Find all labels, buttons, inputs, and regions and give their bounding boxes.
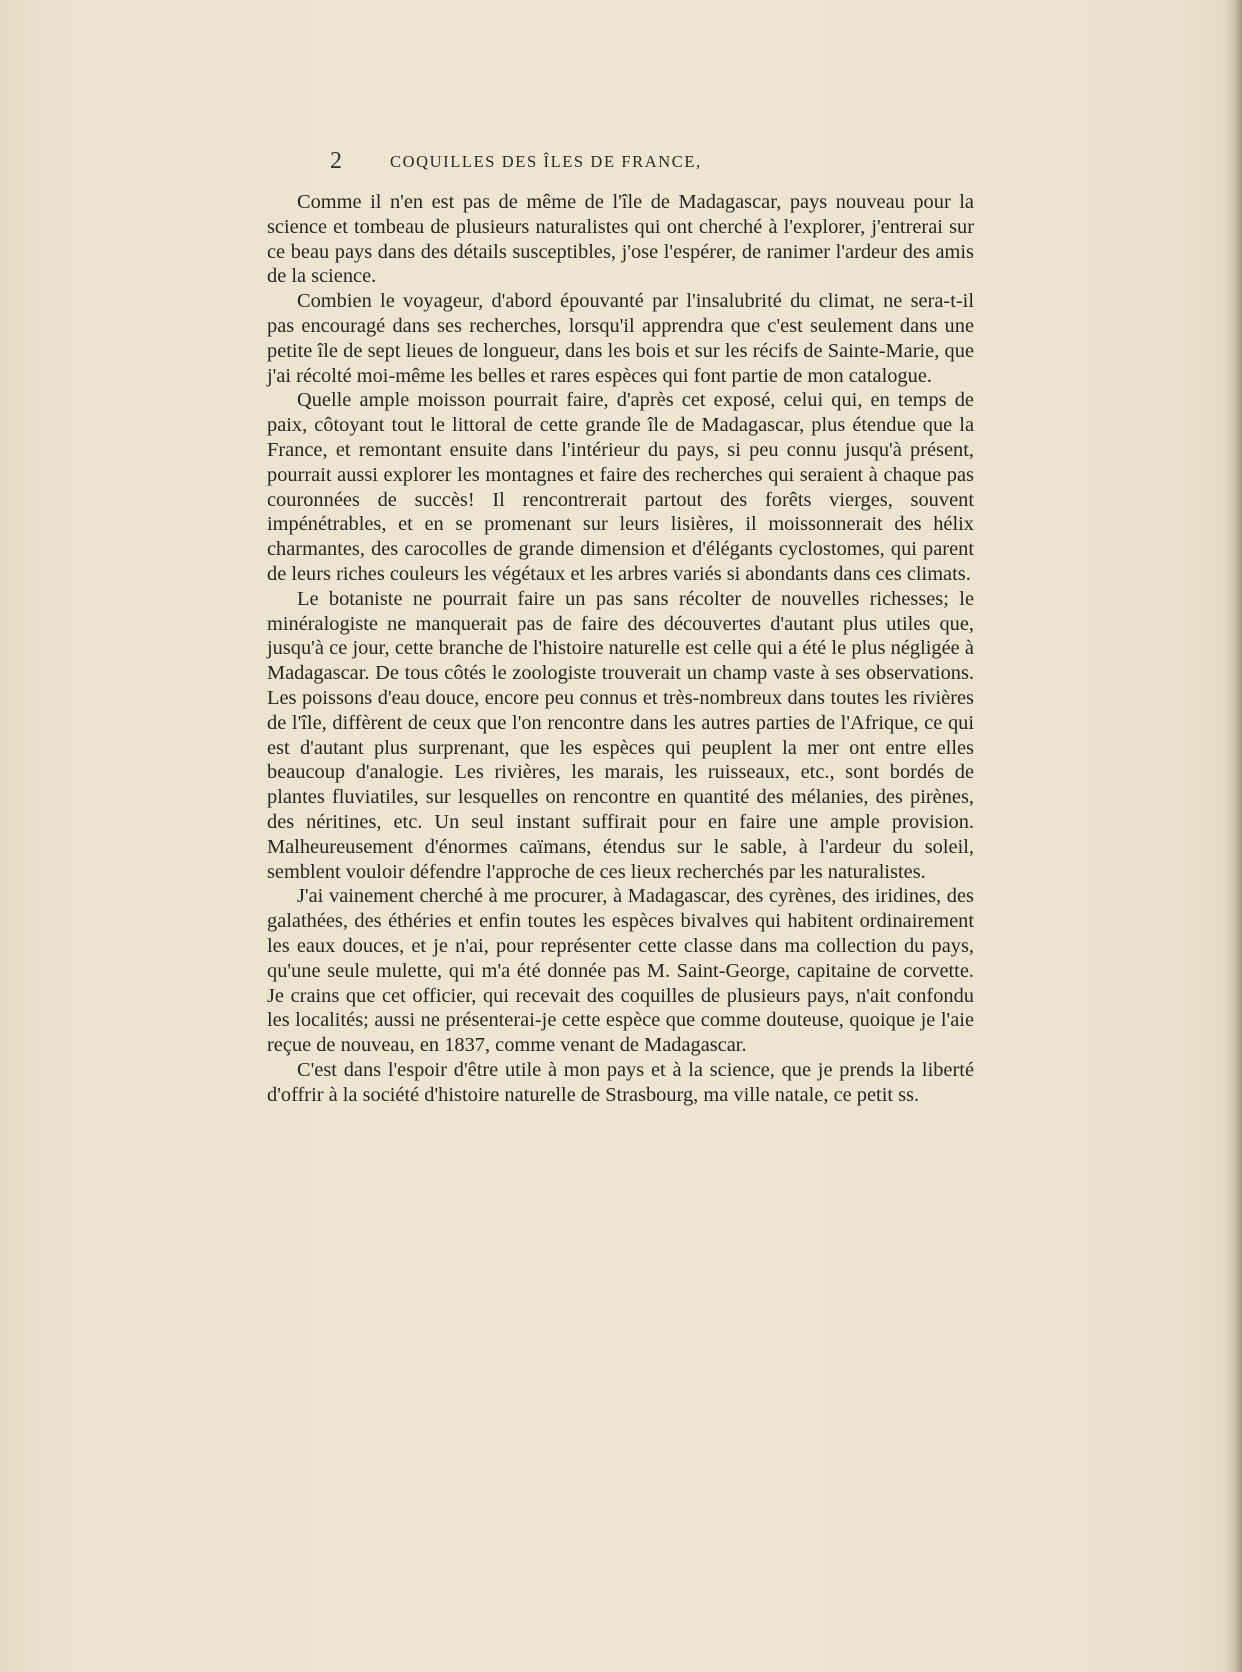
page-edge-shadow [1224,0,1242,1672]
paragraph-3: Quelle ample moisson pourrait faire, d'après cet exposé, celui qui, en temps de paix, côtoyant tout le littoral de cette grande île de Madagascar, plus étendue que la France, et remontant ensuite dans l'intérieur du pays, si peu connu jusqu'à présent, pourrait aussi explorer les montagnes et faire des recherches qui seraient à chaque pas couronnées de succès! Il rencontrerait partout des forêts vierges, souvent impénétrables, et en se promenant sur leurs lisières, il moissonnerait des hélix charmantes, des carocolles de grande dimension et d'élégants cyclostomes, qui parent de leurs riches couleurs les végétaux et les arbres variés si abondants dans ces climats. [267,389,974,585]
paragraph-4: Le botaniste ne pourrait faire un pas sans récolter de nouvelles richesses; le minéralogiste ne manquerait pas de faire des découvertes d'autant plus utiles que, jusqu'à ce jour, cette branche de l'histoire naturelle est celle qui a été le plus négligée à Madagascar. De tous côtés le zoologiste trouverait un champ vaste à ses observations. Les poissons d'eau douce, encore peu connus et très-nombreux dans toutes les rivières de l'île, diffèrent de ceux que l'on rencontre dans les autres parties de l'Afrique, ce qui est d'autant plus surprenant, que les espèces qui peuplent la mer ont entre elles beaucoup d'analogie. Les rivières, les marais, les ruisseaux, etc., sont bordés de plantes fluviatiles, sur lesquelles on rencontre en quantité des mélanies, des pirènes, des néritines, etc. Un seul instant suffirait pour en faire une ample provision. Malheureusement d'énormes caïmans, étendus sur le sable, à l'ardeur du soleil, semblent vouloir défendre l'approche de ces lieux recherchés par les naturalistes. [267,587,974,883]
body-text [267,190,974,1107]
page-header [330,150,950,180]
running-title: COQUILLES DES ÎLES DE FRANCE, [390,152,702,171]
page-number: 2 [330,148,342,174]
paragraph-1: Comme il n'en est pas de même de l'île de Madagascar, pays nouveau pour la science et tombeau de plusieurs naturalistes qui ont cherché à l'explorer, j'entrerai sur ce beau pays dans des détails susceptibles, j'ose l'espérer, de ranimer l'ardeur des amis de la science. [267,191,974,288]
paragraph-2: Combien le voyageur, d'abord épouvanté par l'insalubrité du climat, ne sera-t-il pas encouragé dans ses recherches, lorsqu'il apprendra que c'est seulement dans une petite île de sept lieues de longueur, dans les bois et sur les récifs de Sainte-Marie, que j'ai récolté moi-même les belles et rares espèces qui font partie de mon catalogue. [267,290,974,387]
paragraph-5: J'ai vainement cherché à me procurer, à Madagascar, des cyrènes, des iridines, des galathées, des éthéries et enfin toutes les espèces bivalves qui habitent ordinairement les eaux douces, et je n'ai, pour représenter cette classe dans ma collection du pays, qu'une seule mulette, qui m'a été donnée pas M. Saint-George, capitaine de corvette. Je crains que cet officier, qui recevait des coquilles de plusieurs pays, n'ait confondu les localités; aussi ne présenterai-je cette espèce que comme douteuse, quoique je l'aie reçue de nouveau, en 1837, comme venant de Madagascar. [267,885,974,1057]
paragraph-6: C'est dans l'espoir d'être utile à mon pays et à la science, que je prends la liberté d'offrir à la société d'histoire naturelle de Strasbourg, ma ville natale, ce petit ss. [267,1058,974,1106]
